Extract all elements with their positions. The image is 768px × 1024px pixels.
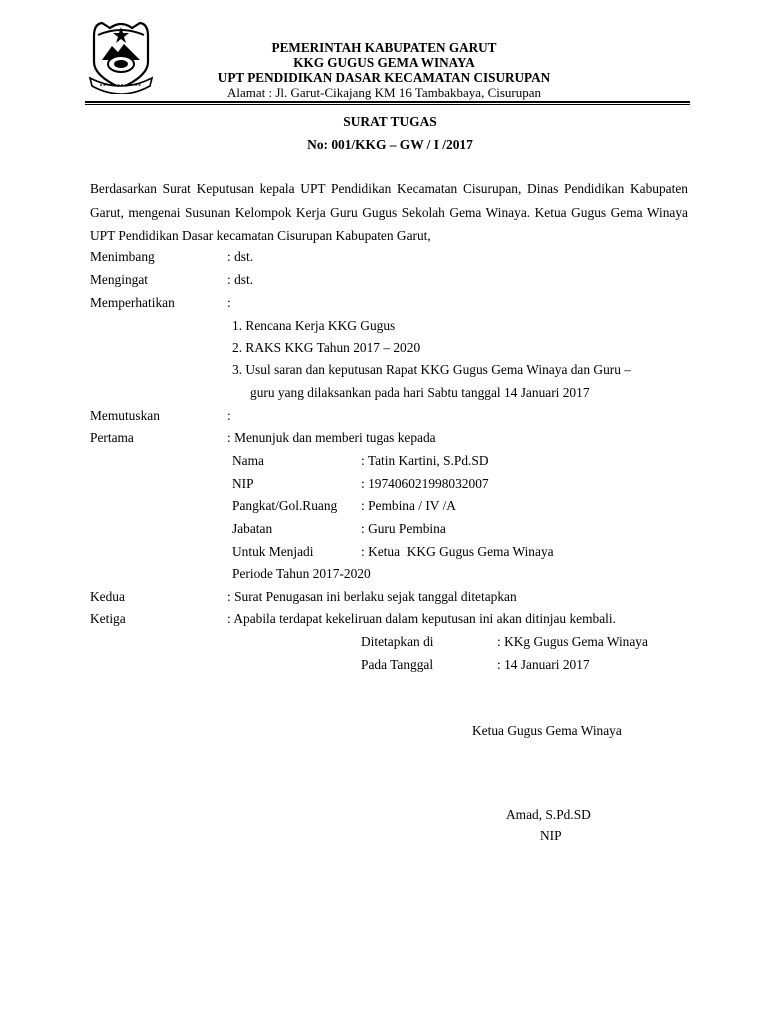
header-address: Alamat : Jl. Garut-Cikajang KM 16 Tambakbaya, Cisurupan (226, 85, 542, 100)
mengingat-value: : dst. (227, 272, 254, 287)
memutuskan-label: Memutuskan (90, 408, 160, 423)
signature-nip: NIP (540, 828, 562, 843)
field-label-untuk-menjadi: Untuk Menjadi (232, 544, 314, 559)
ketiga-value: : Apabila terdapat kekeliruan dalam keputusan ini akan ditinjau kembali. (227, 611, 616, 626)
memperhatikan-item: 3. Usul saran dan keputusan Rapat KKG Gugus Gema Winaya dan Guru – (232, 362, 631, 377)
field-label-nip: NIP (232, 476, 254, 491)
intro-paragraph: Berdasarkan Surat Keputusan kepala UPT Pendidikan Kecamatan Cisurupan, Dinas Pendidikan Kabupaten Garut, mengenai Susunan Kelompok Kerja Guru Gugus Sekolah Gema Winaya. Ketua Gugus Gema Winaya UPT Pendidikan Dasar kecamatan Cisurupan Kabupaten Garut, (90, 181, 688, 243)
menimbang-label: Menimbang (90, 249, 155, 264)
field-label-pangkat: Pangkat/Gol.Ruang (232, 498, 338, 513)
ditetapkan-label: Ditetapkan di (361, 634, 434, 649)
document-number: No: 001/KKG – GW / I /2017 (307, 137, 473, 152)
field-value-jabatan: : Guru Pembina (361, 521, 446, 536)
tanggal-value: : 14 Januari 2017 (497, 657, 590, 672)
header-organization: KKG GUGUS GEMA WINAYA (293, 55, 475, 70)
kedua-value: : Surat Penugasan ini berlaku sejak tanggal ditetapkan (227, 589, 517, 604)
signature-role: Ketua Gugus Gema Winaya (472, 723, 622, 738)
field-label-jabatan: Jabatan (232, 521, 273, 536)
memperhatikan-item: 2. RAKS KKG Tahun 2017 – 2020 (232, 340, 421, 355)
memutuskan-value: : (227, 408, 231, 423)
ketiga-label: Ketiga (90, 611, 126, 626)
signature-name: Amad, S.Pd.SD (506, 807, 591, 822)
pertama-label: Pertama (90, 430, 134, 445)
memperhatikan-item-continuation: guru yang dilaksankan pada hari Sabtu tanggal 14 Januari 2017 (250, 385, 590, 400)
pertama-value: : Menunjuk dan memberi tugas kepada (227, 430, 436, 445)
document-title: SURAT TUGAS (343, 114, 437, 129)
field-label-nama: Nama (232, 453, 264, 468)
memperhatikan-label: Memperhatikan (90, 295, 175, 310)
menimbang-value: : dst. (227, 249, 254, 264)
field-value-untuk-menjadi: : Ketua KKG Gugus Gema Winaya (361, 544, 554, 559)
header-government: PEMERINTAH KABUPATEN GARUT (271, 40, 497, 55)
letterhead-rule (85, 101, 690, 103)
kedua-label: Kedua (90, 589, 125, 604)
mengingat-label: Mengingat (90, 272, 149, 287)
memperhatikan-item: 1. Rencana Kerja KKG Gugus (232, 318, 396, 333)
tanggal-label: Pada Tanggal (361, 657, 434, 672)
ditetapkan-value: : KKg Gugus Gema Winaya (497, 634, 648, 649)
field-value-nama: : Tatin Kartini, S.Pd.SD (361, 453, 489, 468)
header-unit: UPT PENDIDIKAN DASAR KECAMATAN CISURUPAN (217, 70, 551, 85)
field-value-nip: : 197406021998032007 (361, 476, 489, 491)
letterhead-rule-thin (85, 104, 690, 105)
field-value-pangkat: : Pembina / IV /A (361, 498, 456, 513)
memperhatikan-value: : (227, 295, 231, 310)
periode: Periode Tahun 2017-2020 (232, 566, 371, 581)
